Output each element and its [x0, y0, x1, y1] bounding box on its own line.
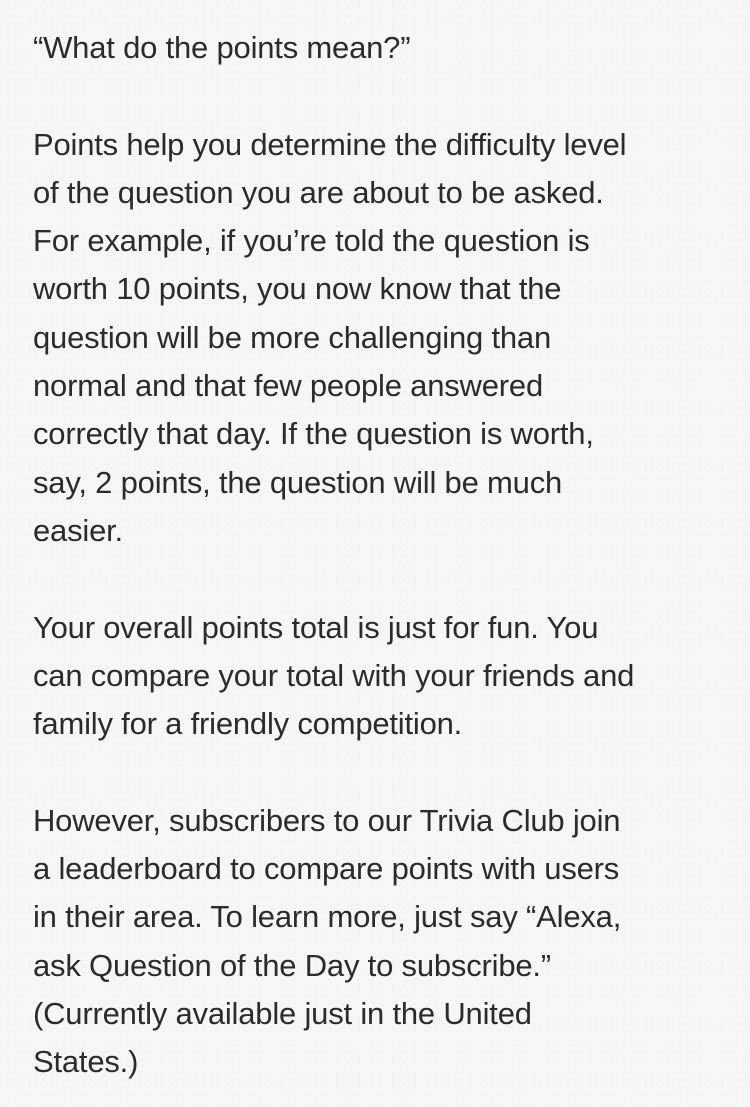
question-heading: “What do the points mean?” — [33, 30, 411, 65]
points-explanation-paragraph: Points help you determine the difficulty level of the question you are about to be asked. For example, if you’re told the question is worth 10 points, you now know that the question will be more challenging than normal and that few people answered correctly that day. If the question is worth, say, 2 points, the question will be much easier. — [33, 126, 627, 548]
points-total-paragraph: Your overall points total is just for fun. You can compare your total with your friends and family for a friendly competition. — [33, 609, 635, 742]
note-body — [33, 24, 723, 1087]
trivia-club-paragraph: However, subscribers to our Trivia Club join a leaderboard to compare points with users in their area. To learn more, just say “Alexa, ask Question of the Day to subscribe.” (Currently available just in the United States.) — [33, 802, 622, 1080]
